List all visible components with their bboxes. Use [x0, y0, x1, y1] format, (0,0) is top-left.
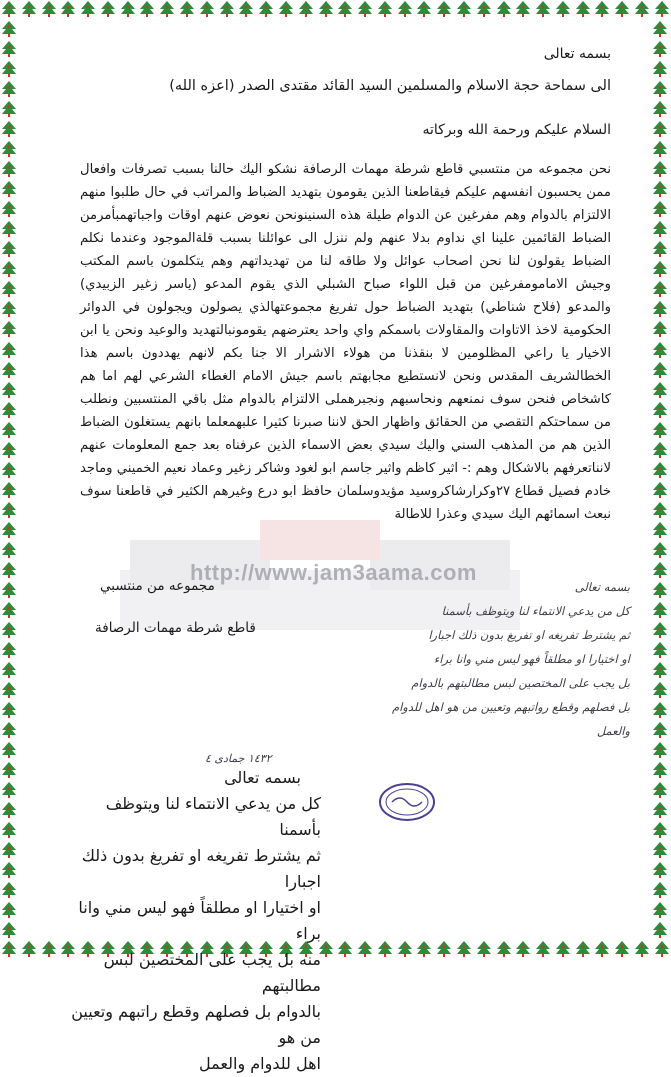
border-tree-icon [0, 260, 18, 278]
handwritten-line: او اختيارا او مطلقاً فهو ليس مني وانا براء [433, 652, 630, 666]
border-tree-icon [277, 0, 295, 18]
border-tree-icon [651, 641, 669, 659]
border-tree-icon [651, 200, 669, 218]
border-tree-icon [455, 940, 473, 958]
border-tree-icon [651, 761, 669, 779]
border-tree-icon [0, 421, 18, 439]
letter-salutation: الى سماحة حجة الاسلام والمسلمين السيد القائد مقتدى الصدر (اعزه الله) [169, 78, 611, 94]
border-tree-icon [593, 0, 611, 18]
border-tree-icon [0, 841, 18, 859]
border-tree-icon [651, 320, 669, 338]
handwritten-line: والعمل [596, 724, 630, 738]
border-tree-icon [198, 0, 216, 18]
border-tree-icon [554, 0, 572, 18]
border-tree-icon [651, 741, 669, 759]
border-tree-icon [0, 641, 18, 659]
border-tree-icon [651, 901, 669, 919]
border-tree-icon [0, 821, 18, 839]
border-tree-icon [651, 521, 669, 539]
border-tree-icon [651, 781, 669, 799]
border-tree-icon [237, 0, 255, 18]
border-tree-icon [0, 940, 18, 958]
border-tree-icon [435, 0, 453, 18]
border-tree-icon [651, 60, 669, 78]
border-tree-icon [0, 100, 18, 118]
border-tree-icon [651, 300, 669, 318]
border-tree-icon [651, 220, 669, 238]
border-tree-icon [651, 401, 669, 419]
border-tree-icon [0, 521, 18, 539]
border-tree-icon [651, 140, 669, 158]
letter-greeting: السلام عليكم ورحمة الله وبركاته [422, 122, 611, 138]
handwritten-reply [330, 575, 630, 750]
border-tree-icon [651, 120, 669, 138]
border-tree-icon [651, 541, 669, 559]
border-tree-icon [297, 0, 315, 18]
border-tree-icon [0, 881, 18, 899]
letter-body: نحن مجموعه من منتسبي قاطع شرطة مهمات الرصافة نشكو اليك حالنا بسبب تصرفات وافعال ممن يحسبون انفسهم عليكم فيقاطعنا الذين يقومون بتهديد الضباط والمراتب في حال طلبوا منهم الالتزام بالدوام وهم مفرغين عن الدوام طيلة هذه السنينونحن نعوض عنهم اوقات واجباتهمبأمرمن الضباط القائمين علينا اي نداوم بدلا عنهم ولم ننزل الى عوائلنا بسبب قلةالموجود وعندما نكلم الضباط يقولون لنا نحن اصحاب عوائل ولا طاقه لنا من تهديداتهم وهم يتكلمون باسم المكتب وجيش الامامومفرغين من قبل اللواء صباح الشبلي الذي يقوم المدعو (ياسر زغير الزبيدي) والمدعو (فلاح شناطي) بتهديد الضباط حول تفريغ مجموعتهالذي يصولون ويجولون في الدوائر الحكومية لاخذ الاتاوات والمقاولات باسمكم واي واحد يعترضهم يقومونبالتهديد والوعيد ونحن يا ابن الاخيار يا راعي المظلومين لا بنقذنا من هولاء الاشرار الا جنا بكم لانهم يهددون باسم هذا الخطالشريف المقدس ونحن لانستطيع مجابهتم باسم جيش الامام الغطاء الشرعي لهم اما هم كاشخاص فنحن سوف نمنعهم ونحاسبهم ونجبرهملى الالتزام بالدوام مثل باقي المنتسبين ونطلب من سماحتكم التقصي من الحقائق واظهار الحق لاننا صبرنا كثيرا علبهمعلما بانهم يستغلون الضباط الذين هم من المذهب السني واليك سيدي بعض الاسماء الذين عرفناه بعد جمع المعلومات عنهم لانناتعرفهم بالاشكال وهم :- اثير كاظم واثير جاسم ابو لغود وشاكر زغير وعماد نعيم الخميني وماجد خادم فصيل قطاع ٢٧وكرارشاكروسيد مؤيدوسلمان حافظ ابو درع وغيرهم الكثير في قاطعنا سوف نبعث اسمائهم اليك سيدي وعذرا للاطالة [80, 162, 611, 522]
border-tree-icon [475, 940, 493, 958]
border-tree-icon [0, 581, 18, 599]
border-tree-icon [20, 0, 38, 18]
border-tree-icon [0, 741, 18, 759]
handwritten-line: بسمه تعالى [574, 580, 630, 594]
typed-reply-line: بالدوام بل فصلهم وقطع راتبهم وتعيين من هو [71, 1002, 321, 1047]
border-tree-icon [651, 361, 669, 379]
border-tree-icon [40, 940, 58, 958]
typed-reply-line: ثم يشترط تفريغه او تفريغ بدون ذلك اجبارا [81, 846, 321, 891]
border-tree-icon [651, 481, 669, 499]
border-tree-icon [0, 681, 18, 699]
border-tree-icon [651, 821, 669, 839]
border-tree-icon [651, 661, 669, 679]
handwritten-line: كل من يدعي الانتماء لنا ويتوظف بأسمنا [441, 604, 630, 618]
border-tree-icon [0, 501, 18, 519]
border-tree-icon [651, 581, 669, 599]
border-tree-icon [0, 40, 18, 58]
border-tree-icon [651, 100, 669, 118]
border-tree-icon [495, 940, 513, 958]
border-tree-icon [651, 921, 669, 939]
border-tree-icon [0, 0, 18, 18]
border-tree-icon [0, 861, 18, 879]
border-tree-icon [0, 180, 18, 198]
handwritten-date: ١٤٣٢ جمادى ٤ [205, 752, 272, 765]
border-tree-icon [336, 940, 354, 958]
border-tree-icon [0, 441, 18, 459]
border-tree-icon [40, 0, 58, 18]
border-tree-icon [514, 0, 532, 18]
border-tree-icon [0, 60, 18, 78]
border-tree-icon [0, 361, 18, 379]
border-tree-icon [317, 0, 335, 18]
border-tree-icon [651, 80, 669, 98]
border-tree-icon [0, 240, 18, 258]
border-tree-icon [651, 621, 669, 639]
border-tree-icon [0, 220, 18, 238]
right-border [651, 20, 671, 940]
border-tree-icon [613, 0, 631, 18]
border-tree-icon [0, 461, 18, 479]
border-tree-icon [651, 280, 669, 298]
typed-reply [70, 765, 321, 1077]
border-tree-icon [651, 841, 669, 859]
border-tree-icon [651, 160, 669, 178]
border-tree-icon [138, 0, 156, 18]
border-tree-icon [574, 0, 592, 18]
border-tree-icon [613, 940, 631, 958]
border-tree-icon [0, 701, 18, 719]
border-tree-icon [59, 0, 77, 18]
border-tree-icon [475, 0, 493, 18]
border-tree-icon [415, 0, 433, 18]
border-tree-icon [0, 80, 18, 98]
signature-line-2: قاطع شرطة مهمات الرصافة [95, 620, 256, 636]
signature-line-1: مجموعه من منتسبي [100, 578, 215, 594]
border-tree-icon [651, 561, 669, 579]
border-tree-icon [435, 940, 453, 958]
border-tree-icon [0, 541, 18, 559]
border-tree-icon [0, 381, 18, 399]
letter-basmala: بسمه تعالى [543, 46, 611, 62]
border-tree-icon [178, 0, 196, 18]
border-tree-icon [0, 160, 18, 178]
typed-reply-line: منه بل يجب على المختصين لبس مطالبتهم [103, 950, 321, 995]
border-tree-icon [593, 940, 611, 958]
border-tree-icon [218, 0, 236, 18]
border-tree-icon [0, 401, 18, 419]
border-tree-icon [653, 0, 671, 18]
border-tree-icon [0, 781, 18, 799]
border-tree-icon [651, 441, 669, 459]
seal-stamp [378, 782, 436, 822]
border-tree-icon [651, 601, 669, 619]
handwritten-line: ثم يشترط تفريغه او تفريغ بدون ذلك اجبارا [428, 628, 630, 642]
border-tree-icon [0, 921, 18, 939]
border-tree-icon [0, 200, 18, 218]
border-tree-icon [79, 0, 97, 18]
border-tree-icon [0, 761, 18, 779]
border-tree-icon [651, 240, 669, 258]
border-tree-icon [0, 601, 18, 619]
border-tree-icon [651, 701, 669, 719]
border-tree-icon [20, 940, 38, 958]
border-tree-icon [651, 341, 669, 359]
border-tree-icon [574, 940, 592, 958]
typed-reply-line: اهل للدوام والعمل [199, 1054, 321, 1073]
border-tree-icon [0, 721, 18, 739]
border-tree-icon [99, 0, 117, 18]
typed-reply-line: او اختيارا او مطلقاً فهو ليس مني وانا براء [78, 898, 321, 943]
border-tree-icon [651, 381, 669, 399]
border-tree-icon [651, 881, 669, 899]
border-tree-icon [0, 561, 18, 579]
border-tree-icon [534, 0, 552, 18]
border-tree-icon [651, 40, 669, 58]
typed-reply-line: كل من يدعي الانتماء لنا ويتوظف بأسمنا [105, 794, 321, 839]
border-tree-icon [0, 280, 18, 298]
border-tree-icon [158, 0, 176, 18]
border-tree-icon [257, 0, 275, 18]
border-tree-icon [0, 661, 18, 679]
typed-reply-title: بسمه تعالى [224, 768, 301, 787]
watermark-url: http://www.jam3aama.com [190, 560, 477, 585]
border-tree-icon [495, 0, 513, 18]
border-tree-icon [415, 940, 433, 958]
top-border [0, 0, 671, 20]
border-tree-icon [534, 940, 552, 958]
left-border [0, 20, 20, 940]
border-tree-icon [554, 940, 572, 958]
border-tree-icon [0, 20, 18, 38]
border-tree-icon [651, 421, 669, 439]
border-tree-icon [651, 721, 669, 739]
border-tree-icon [336, 0, 354, 18]
border-tree-icon [376, 940, 394, 958]
border-tree-icon [633, 940, 651, 958]
border-tree-icon [633, 0, 651, 18]
handwritten-line: بل فصلهم وقطع رواتبهم وتعيين من هو اهل للدوام [391, 700, 630, 714]
border-tree-icon [396, 0, 414, 18]
border-tree-icon [356, 0, 374, 18]
border-tree-icon [653, 940, 671, 958]
border-tree-icon [119, 0, 137, 18]
border-tree-icon [0, 320, 18, 338]
border-tree-icon [0, 120, 18, 138]
border-tree-icon [651, 180, 669, 198]
border-tree-icon [396, 940, 414, 958]
border-tree-icon [455, 0, 473, 18]
border-tree-icon [514, 940, 532, 958]
border-tree-icon [651, 20, 669, 38]
handwritten-line: بل يجب على المختصين لبس مطالبتهم بالدوام [411, 676, 630, 690]
border-tree-icon [0, 300, 18, 318]
border-tree-icon [651, 501, 669, 519]
border-tree-icon [651, 260, 669, 278]
border-tree-icon [0, 140, 18, 158]
border-tree-icon [651, 801, 669, 819]
border-tree-icon [0, 801, 18, 819]
border-tree-icon [651, 461, 669, 479]
border-tree-icon [0, 481, 18, 499]
border-tree-icon [0, 621, 18, 639]
border-tree-icon [356, 940, 374, 958]
border-tree-icon [0, 341, 18, 359]
border-tree-icon [0, 901, 18, 919]
border-tree-icon [651, 861, 669, 879]
border-tree-icon [651, 681, 669, 699]
border-tree-icon [376, 0, 394, 18]
